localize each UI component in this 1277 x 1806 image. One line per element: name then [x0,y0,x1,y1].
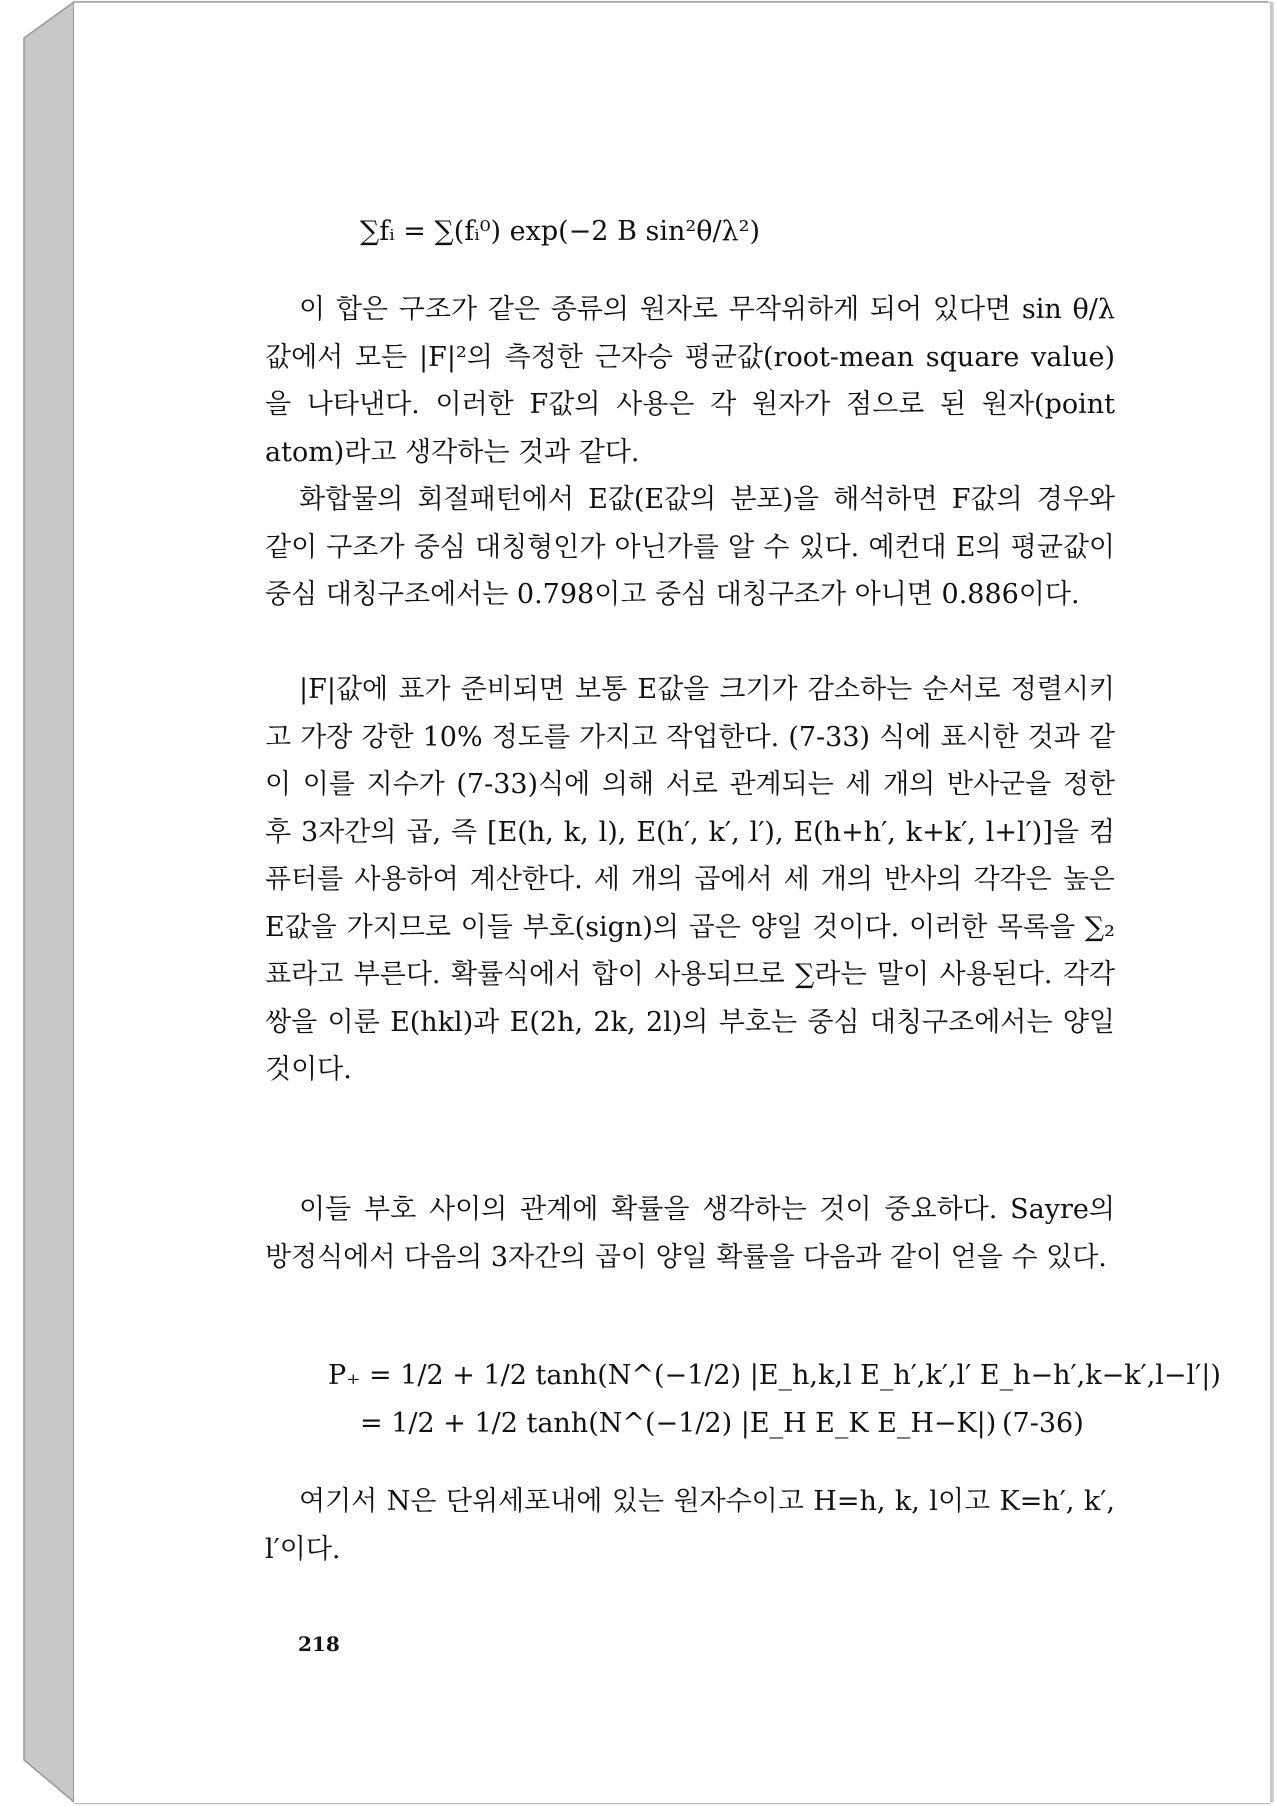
paragraph-5-text: 여기서 N은 단위세포내에 있는 원자수이고 H=h, k, l이고 K=h′, k′, l′이다. [265,1486,1115,1565]
paragraph-3 [265,666,1115,1094]
paragraph-2 [265,476,1115,619]
paragraph-2-text: 화합물의 회절패턴에서 E값(E값의 분포)을 해석하면 F값의 경우와 같이 구조가 중심 대칭형인가 아닌가를 알 수 있다. 예컨대 E의 평균값이 중심 대칭구조에서는 0.798이고 중심 대칭구조가 아니면 0.886이다. [265,484,1115,610]
paragraph-1-text: 이 합은 구조가 같은 종류의 원자로 무작위하게 되어 있다면 sin θ/λ 값에서 모든 |F|²의 측정한 근자승 평균값(root-mean square value)을 나타낸다. 이러한 F값의 사용은 각 원자가 점으로 된 원자(point atom)라고 생각하는 것과 같다. [265,294,1115,468]
paragraph-1 [265,286,1115,476]
equation-number [1002,1408,1084,1439]
equation-top-text: ∑fᵢ = ∑(fᵢ⁰) exp(−2 B sin²θ/λ²) [360,216,761,247]
paragraph-3-text: |F|값에 표가 준비되면 보통 E값을 크기가 감소하는 순서로 정렬시키고 가장 강한 10% 정도를 가지고 작업한다. (7-33) 식에 표시한 것과 같이 이를 지수가 (7-33)식에 의해 서로 관계되는 세 개의 반사군을 정한 후 3자간의 곱, 즉 [E(h, k, l), E(h′, k′, l′), E(h+h′, k+k′, l+l′)]을 컴퓨터를 사용하여 계산한다. 세 개의 곱에서 세 개의 반사의 각각은 높은 E값을 가지므로 이들 부호(sign)의 곱은 양일 것이다. 이러한 목록을 ∑₂표라고 부른다. 확률식에서 합이 사용되므로 ∑라는 말이 사용된다. 각각 쌍을 이룬 E(hkl)과 E(2h, 2k, 2l)의 부호는 중심 대칭구조에서는 양일 것이다. [265,674,1115,1085]
page-number-text: 218 [298,1632,340,1656]
page-number [298,1632,340,1656]
paragraph-5 [265,1478,1115,1573]
formula-line-2 [360,1408,996,1439]
formula-line-1 [328,1360,1221,1391]
formula-line-1-text: P₊ = 1/2 + 1/2 tanh(N^(−1/2) |E_h,k,l E_h′,k′,l′ E_h−h′,k−k′,l−l′|) [328,1360,1221,1391]
formula-line-2-text: = 1/2 + 1/2 tanh(N^(−1/2) |E_H E_K E_H−K|) [360,1408,997,1439]
paragraph-4 [265,1186,1115,1281]
equation-top [360,216,760,247]
paragraph-4-text: 이들 부호 사이의 관계에 확률을 생각하는 것이 중요하다. Sayre의 방정식에서 다음의 3자간의 곱이 양일 확률을 다음과 같이 얻을 수 있다. [265,1194,1115,1273]
equation-number-text: (7-36) [1002,1408,1084,1439]
